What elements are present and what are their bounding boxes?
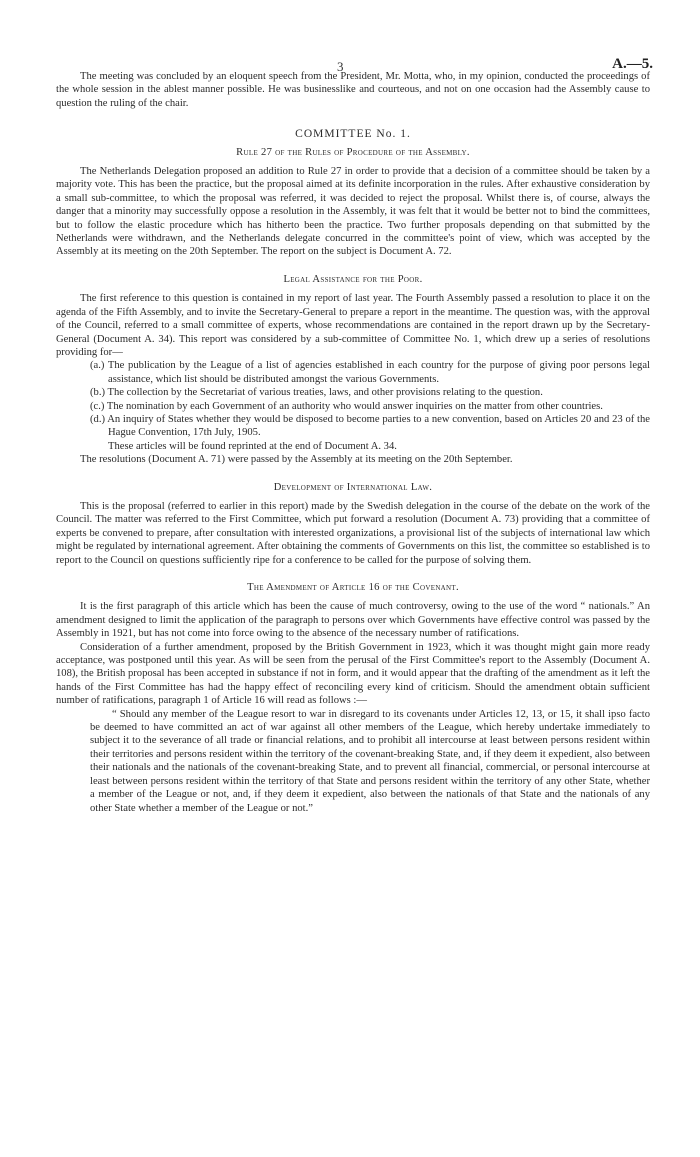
list-item <box>90 413 650 440</box>
committee-heading: COMMITTEE No. 1. <box>295 128 411 141</box>
section-closing: The resolutions (Document A. 71) were passed by the Assembly at its meeting on the 20th September. <box>80 454 513 466</box>
list-text: The nomination by each Government of an authority who would answer inquiries on the matter from other countries. <box>106 400 603 412</box>
list-marker: (d.) <box>90 413 106 425</box>
document-reference: A.—5. <box>612 56 653 72</box>
list-text: The collection by the Secretariat of various treaties, laws, and other provisions relating to the question. <box>107 387 543 399</box>
resolutions-list <box>90 359 650 453</box>
section-paragraph: Consideration of a further amendment, proposed by the British Government in 1923, which it was thought might gain more ready acceptance, was postponed until this year. As will be seen from the perusal of the First Committee's report to the Assembly (Document A. 108), the British proposal has been accepted in substance if not in form, and it would appear that the drafting of the amendment as it left the hands of the First Committee has had the happy effect of reconciling every kind of criticism. Should the amendment obtain sufficient number of ratifications, paragraph 1 of Article 16 will read as follows :— <box>56 641 650 707</box>
intro-paragraph: The meeting was concluded by an eloquent speech from the President, Mr. Motta, who, in my opinion, conducted the proceedings of the whole session in the ablest manner possible. He was businesslike and courteous, and not on one occasion had the Assembly cause to question the ruling of the chair. <box>56 71 650 109</box>
list-note: These articles will be found reprinted at the end of Document A. 34. <box>108 440 397 452</box>
section-heading-rule-27: Rule 27 of the Rules of Procedure of the Assembly. <box>236 146 470 158</box>
article-16-quote: “ Should any member of the League resort to war in disregard to its covenants under Articles 12, 13, or 15, it shall ipso facto be deemed to have committed an act of war against all other members of the League, which hereby undertake immediately to subject it to the severance of all trade or financial relations, and to prohibit all intercourse at least between persons resident within their territories and persons resident within the territory of the covenant-breaking State, and, if they deem it expedient, also between their nationals and the nationals of the covenant-breaking State, and to prevent all financial, commercial, or personal intercourse at least between persons resident within the territory of that State and persons resident within the territory of any other State, whether a member of the League or not, and, if they deem it expedient, also between the nationals of that State and the nationals of any other State whether a member of the League or not.” <box>90 708 650 814</box>
list-item <box>90 359 650 386</box>
list-item <box>90 400 650 413</box>
section-paragraph: The Netherlands Delegation proposed an addition to Rule 27 in order to provide that a decision of a committee should be taken by a majority vote. This has been the practice, but the proposal aimed at its definite incorporation in the rules. After exhaustive consideration by a small sub-committee, to which the proposal was referred, it was decided to reject the proposal. Whilst there is, of course, always the danger that a minority may successfully oppose a resolution in the Assembly, it was felt that it would be better not to bind the committees, but to follow the elastic procedure which has hitherto been the practice. Two further proposals depending on that submitted by the Netherlands were withdrawn, and the Netherlands delegate concurred in the committee's point of view, which was accepted by the Assembly at its meeting on the 20th September. The report on the subject is Document A. 72. <box>56 166 650 258</box>
section-heading-legal-assistance: Legal Assistance for the Poor. <box>283 273 423 285</box>
list-marker: (b.) <box>90 387 106 399</box>
section-paragraph: It is the first paragraph of this article which has been the cause of much controversy, owing to the use of the word “ nationals.” An amendment designed to limit the application of the paragraph to persons over which Governments have effective control was passed by the Assembly in 1921, but has not come into force owing to the absence of the necessary number of ratifications. <box>56 601 650 640</box>
section-paragraph: The first reference to this question is contained in my report of last year. The Fourth Assembly passed a resolution to place it on the agenda of the Fifth Assembly, and to invite the Secretary-General to prepare a report in the meantime. The question was, with the approval of the Council, referred to a small committee of experts, whose recommendations are contained in the report drawn up by the Secretary-General (Document A. 34). This report was considered by a sub-committee of Committee No. 1, which drew up a series of resolutions providing for— <box>56 293 650 358</box>
list-marker: (c.) <box>90 400 105 412</box>
list-text: The publication by the League of a list of agencies established in each country for the purpose of giving poor persons legal assistance, which list should be distributed amongst the various Governments. <box>107 360 650 385</box>
section-heading-international-law: Development of International Law. <box>273 481 433 493</box>
section-heading-article-16: The Amendment of Article 16 of the Covenant. <box>247 582 459 593</box>
list-marker: (a.) <box>90 360 105 372</box>
page-number: 3 <box>337 59 344 74</box>
list-item <box>90 386 650 399</box>
section-paragraph: This is the proposal (referred to earlier in this report) made by the Swedish delegation in the course of the debate on the work of the Council. The matter was referred to the First Committee, which put forward a resolution (Document A. 73) providing that a committee of experts be convened to prepare, after consultation with interested organizations, a provisional list of the subjects of international law which might be regulated by international agreement. After obtaining the comments of Governments on this list, the committee so established is to report to the Council on questions sufficiently ripe for a conference to be called for the purpose of solving them. <box>56 500 650 566</box>
list-text: An inquiry of States whether they would be disposed to become parties to a new convention, based on Articles 20 and 23 of the Hague Convention, 17th July, 1905. <box>107 413 650 439</box>
